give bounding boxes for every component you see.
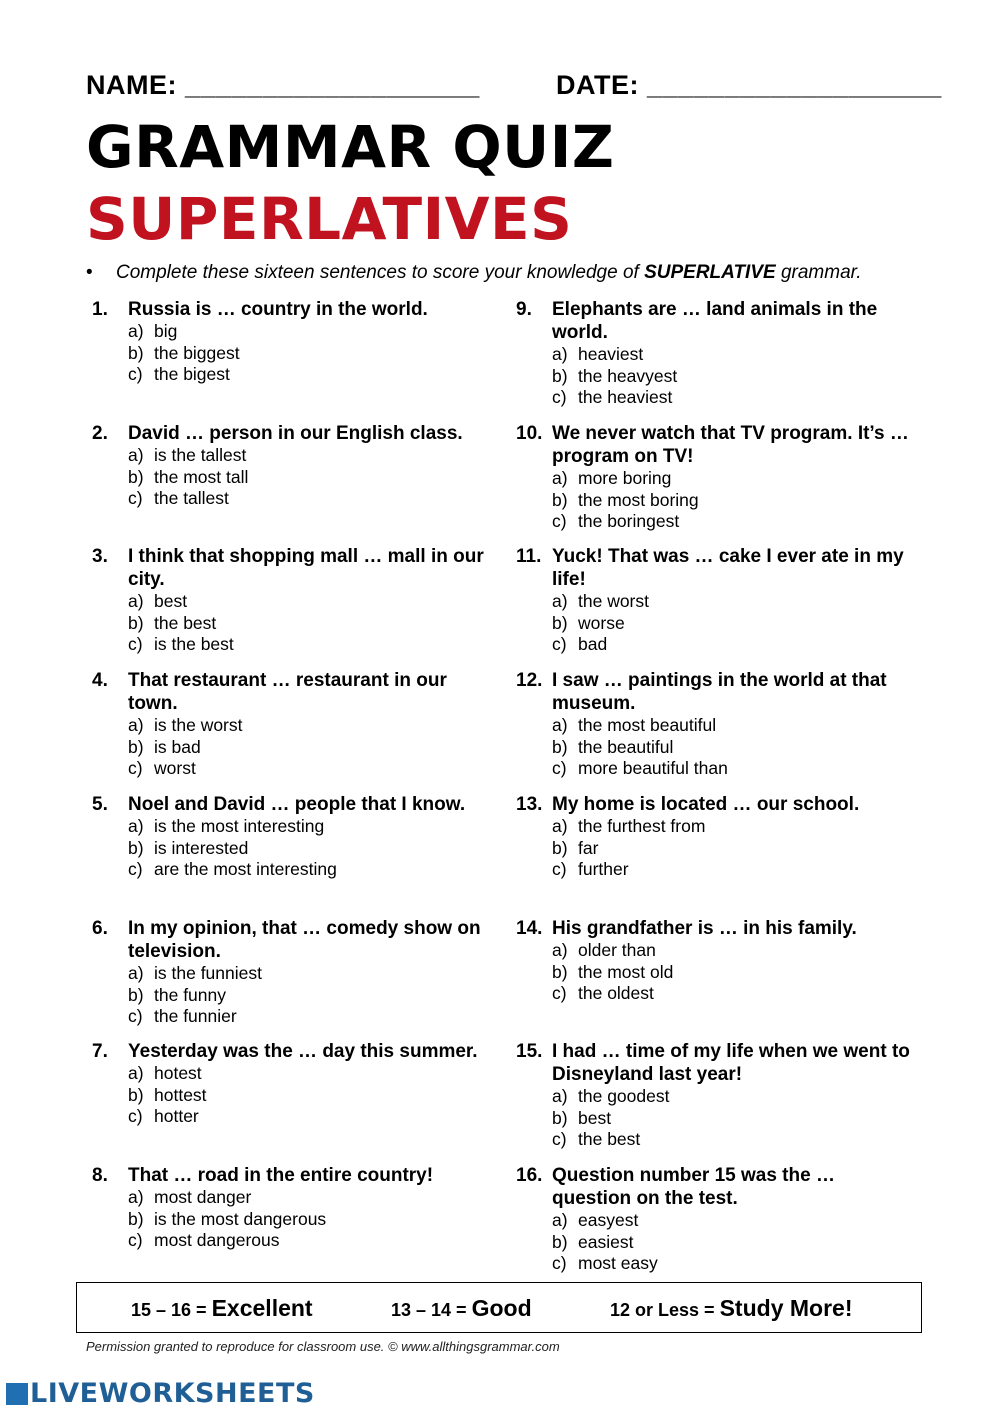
option-letter: c) <box>128 1230 143 1250</box>
answer-option[interactable] <box>128 737 486 759</box>
question-text: I had … time of my life when we went to Disneyland last year! <box>552 1041 910 1085</box>
option-letter: b) <box>552 837 568 858</box>
answer-option[interactable] <box>552 737 910 759</box>
answer-option[interactable] <box>552 468 910 490</box>
option-text: the goodest <box>578 1086 670 1106</box>
option-letter: c) <box>128 758 143 778</box>
option-text: most danger <box>154 1187 252 1207</box>
question-number: 16. <box>516 1165 543 1186</box>
answer-option[interactable] <box>128 445 486 467</box>
question-number: 5. <box>92 794 108 815</box>
option-list <box>128 1187 486 1252</box>
answer-option[interactable] <box>128 321 486 343</box>
question-14 <box>510 917 910 1005</box>
answer-option[interactable] <box>128 838 486 860</box>
option-text: the heaviest <box>578 387 673 407</box>
score-study-more <box>610 1295 852 1322</box>
question-text: I saw … paintings in the world at that museum. <box>552 670 887 714</box>
answer-option[interactable] <box>128 816 486 838</box>
option-letter: a) <box>552 1210 568 1230</box>
page-title: GRAMMAR QUIZ <box>86 113 615 181</box>
answer-option[interactable] <box>128 1085 486 1107</box>
option-list <box>552 1086 910 1151</box>
answer-option[interactable] <box>128 963 486 985</box>
option-text: the most beautiful <box>578 715 717 735</box>
question-number: 8. <box>92 1165 108 1186</box>
option-list <box>552 591 910 656</box>
option-text: the oldest <box>578 983 654 1003</box>
option-list <box>552 715 910 780</box>
question-number: 10. <box>516 423 543 444</box>
option-text: further <box>578 859 629 879</box>
option-letter: a) <box>552 940 568 960</box>
answer-option[interactable] <box>552 983 910 1005</box>
option-letter: c) <box>552 1253 567 1273</box>
option-text: hottest <box>154 1084 207 1105</box>
question-number: 2. <box>92 423 108 444</box>
option-list <box>128 321 486 386</box>
option-text: the biggest <box>154 342 240 363</box>
option-text: the best <box>154 612 217 633</box>
question-text: Yuck! That was … cake I ever ate in my life! <box>552 546 904 590</box>
option-letter: b) <box>552 961 568 982</box>
question-12 <box>510 669 910 780</box>
answer-option[interactable] <box>552 1129 910 1151</box>
option-letter: a) <box>552 468 568 488</box>
option-letter: a) <box>128 715 144 735</box>
option-letter: c) <box>552 983 567 1003</box>
option-text: the bigest <box>154 364 230 384</box>
answer-option[interactable] <box>128 859 486 881</box>
option-letter: a) <box>128 445 144 465</box>
score-range: 12 or Less = <box>610 1300 715 1320</box>
option-text: the beautiful <box>578 736 674 757</box>
option-text: is bad <box>154 736 201 757</box>
question-2 <box>86 422 486 510</box>
option-text: most dangerous <box>154 1230 280 1250</box>
option-text: are the most interesting <box>154 859 337 879</box>
option-letter: c) <box>128 364 143 384</box>
question-number: 9. <box>516 299 532 320</box>
option-list <box>552 1210 910 1275</box>
answer-option[interactable] <box>552 838 910 860</box>
answer-option[interactable] <box>552 962 910 984</box>
option-text: is the worst <box>154 715 243 735</box>
option-text: is interested <box>154 837 249 858</box>
option-list <box>128 816 486 881</box>
question-number: 6. <box>92 918 108 939</box>
instruction-emphasis: SUPERLATIVE <box>644 262 776 283</box>
answer-option[interactable] <box>128 1187 486 1209</box>
option-letter: a) <box>552 715 568 735</box>
option-letter: c) <box>552 758 567 778</box>
question-number: 7. <box>92 1041 108 1062</box>
answer-option[interactable] <box>552 613 910 635</box>
question-11 <box>510 545 910 656</box>
question-text: In my opinion, that … comedy show on television. <box>128 918 481 962</box>
answer-option[interactable] <box>128 1006 486 1028</box>
option-text: the heavyest <box>578 365 678 386</box>
answer-option[interactable] <box>128 1063 486 1085</box>
question-text: Elephants are … land animals in the world. <box>552 299 878 343</box>
question-text: My home is located … our school. <box>552 794 860 815</box>
option-text: is the most dangerous <box>154 1208 327 1229</box>
answer-option[interactable] <box>552 634 910 656</box>
date-field-label: DATE: ___________________ <box>556 70 942 100</box>
option-text: bad <box>578 634 608 654</box>
option-text: the tallest <box>154 488 229 508</box>
option-text: worse <box>578 612 625 633</box>
option-text: the funny <box>154 984 226 1005</box>
option-list <box>552 468 910 533</box>
question-text: Yesterday was the … day this summer. <box>128 1041 478 1062</box>
liveworksheets-brand[interactable] <box>6 1378 315 1409</box>
answer-option[interactable] <box>552 1086 910 1108</box>
answer-option[interactable] <box>552 344 910 366</box>
answer-option[interactable] <box>552 1108 910 1130</box>
question-number: 14. <box>516 918 543 939</box>
question-number: 4. <box>92 670 108 691</box>
answer-option[interactable] <box>552 1253 910 1275</box>
score-label: Study More! <box>719 1295 853 1321</box>
option-letter: b) <box>552 365 568 386</box>
question-number: 13. <box>516 794 543 815</box>
option-text: easiest <box>578 1231 634 1252</box>
option-text: the most boring <box>578 489 699 510</box>
option-text: the most tall <box>154 466 249 487</box>
question-5 <box>86 793 486 881</box>
answer-option[interactable] <box>552 859 910 881</box>
option-letter: b) <box>552 1231 568 1252</box>
question-text: Russia is … country in the world. <box>128 299 428 320</box>
option-text: more beautiful than <box>578 758 728 778</box>
option-text: far <box>578 837 599 858</box>
answer-option[interactable] <box>128 467 486 489</box>
option-text: the furthest from <box>578 816 706 836</box>
answer-option[interactable] <box>128 488 486 510</box>
question-9 <box>510 298 910 409</box>
option-list <box>128 1063 486 1128</box>
instruction-suffix: grammar. <box>775 262 862 283</box>
question-number: 11. <box>516 546 542 567</box>
copyright-footer: Permission granted to reproduce for classroom use. © www.allthingsgrammar.com <box>86 1339 560 1354</box>
question-number: 15. <box>516 1041 543 1062</box>
option-letter: c) <box>552 1129 567 1149</box>
option-list <box>128 715 486 780</box>
answer-option[interactable] <box>128 715 486 737</box>
option-letter: b) <box>552 1107 568 1128</box>
liveworksheets-logo-icon <box>6 1383 28 1405</box>
answer-option[interactable] <box>128 613 486 635</box>
question-text: That restaurant … restaurant in our town. <box>128 670 447 714</box>
score-good <box>391 1295 532 1322</box>
option-text: older than <box>578 940 656 960</box>
answer-option[interactable] <box>552 366 910 388</box>
answer-option[interactable] <box>128 634 486 656</box>
option-text: big <box>154 321 178 341</box>
question-7 <box>86 1040 486 1128</box>
option-text: is the tallest <box>154 445 247 465</box>
question-text: His grandfather is … in his family. <box>552 918 857 939</box>
instructions <box>86 262 862 284</box>
option-letter: a) <box>128 963 144 983</box>
instruction-prefix: Complete these sixteen sentences to score your knowledge of <box>116 262 645 283</box>
option-letter: b) <box>128 342 144 363</box>
option-text: heaviest <box>578 344 644 364</box>
question-13 <box>510 793 910 881</box>
option-list <box>552 816 910 881</box>
question-6 <box>86 917 486 1028</box>
answer-option[interactable] <box>128 591 486 613</box>
option-list <box>552 344 910 409</box>
question-text: Noel and David … people that I know. <box>128 794 466 815</box>
answer-option[interactable] <box>128 1209 486 1231</box>
brand-name: LIVEWORKSHEETS <box>30 1378 315 1409</box>
option-text: the worst <box>578 591 649 611</box>
answer-option[interactable] <box>128 343 486 365</box>
option-letter: a) <box>552 344 568 364</box>
answer-option[interactable] <box>128 1106 486 1128</box>
option-list <box>128 445 486 510</box>
score-range: 15 – 16 = <box>131 1300 207 1320</box>
option-text: more boring <box>578 468 672 488</box>
question-text: That … road in the entire country! <box>128 1165 434 1186</box>
option-text: the best <box>578 1129 641 1149</box>
option-letter: a) <box>552 816 568 836</box>
option-letter: c) <box>128 859 143 879</box>
option-text: the most old <box>578 961 674 982</box>
answer-option[interactable] <box>128 758 486 780</box>
question-text: Question number 15 was the … question on the test. <box>552 1165 835 1209</box>
question-text: We never watch that TV program. It’s … program on TV! <box>552 423 909 467</box>
question-4 <box>86 669 486 780</box>
answer-option[interactable] <box>552 758 910 780</box>
option-text: best <box>578 1107 612 1128</box>
answer-option[interactable] <box>552 816 910 838</box>
option-text: easyest <box>578 1210 639 1230</box>
option-letter: c) <box>128 634 143 654</box>
question-3 <box>86 545 486 656</box>
option-letter: a) <box>128 591 144 611</box>
option-letter: b) <box>128 612 144 633</box>
answer-option[interactable] <box>128 364 486 386</box>
option-letter: b) <box>128 736 144 757</box>
answer-option[interactable] <box>128 1230 486 1252</box>
option-letter: a) <box>128 1063 144 1083</box>
option-letter: a) <box>128 816 144 836</box>
answer-option[interactable] <box>552 940 910 962</box>
answer-option[interactable] <box>552 511 910 533</box>
name-field-label: NAME: ___________________ <box>86 70 480 100</box>
option-text: the boringest <box>578 511 680 531</box>
option-letter: c) <box>552 859 567 879</box>
option-text: is the most interesting <box>154 816 325 836</box>
score-range: 13 – 14 = <box>391 1300 467 1320</box>
page-subtitle: SUPERLATIVES <box>86 185 573 253</box>
score-label: Excellent <box>211 1295 313 1321</box>
option-letter: c) <box>552 511 567 531</box>
scoring-box <box>76 1282 922 1333</box>
question-number: 3. <box>92 546 108 567</box>
answer-option[interactable] <box>128 985 486 1007</box>
bullet-icon: • <box>86 262 93 283</box>
option-text: best <box>154 591 188 611</box>
answer-option[interactable] <box>552 490 910 512</box>
score-excellent <box>131 1295 313 1322</box>
question-1 <box>86 298 486 386</box>
option-list <box>552 940 910 1005</box>
answer-option[interactable] <box>552 1232 910 1254</box>
question-number: 12. <box>516 670 543 691</box>
question-10 <box>510 422 910 533</box>
option-letter: b) <box>552 612 568 633</box>
question-15 <box>510 1040 910 1151</box>
option-letter: a) <box>552 1086 568 1106</box>
option-letter: a) <box>128 321 144 341</box>
question-text: I think that shopping mall … mall in our city. <box>128 546 484 590</box>
option-letter: c) <box>128 488 143 508</box>
option-letter: b) <box>552 489 568 510</box>
option-letter: c) <box>128 1106 143 1126</box>
option-list <box>128 591 486 656</box>
answer-option[interactable] <box>552 591 910 613</box>
option-letter: b) <box>552 736 568 757</box>
score-label: Good <box>471 1295 532 1321</box>
answer-option[interactable] <box>552 1210 910 1232</box>
option-text: worst <box>154 758 196 778</box>
option-text: is the best <box>154 634 234 654</box>
option-letter: b) <box>128 837 144 858</box>
option-text: hotter <box>154 1106 199 1126</box>
option-letter: c) <box>552 387 567 407</box>
option-letter: b) <box>128 1208 144 1229</box>
option-letter: b) <box>128 984 144 1005</box>
answer-option[interactable] <box>552 387 910 409</box>
option-letter: b) <box>128 1084 144 1105</box>
question-16 <box>510 1164 910 1275</box>
option-letter: a) <box>128 1187 144 1207</box>
option-letter: c) <box>128 1006 143 1026</box>
option-text: the funnier <box>154 1006 237 1026</box>
option-list <box>128 963 486 1028</box>
option-text: most easy <box>578 1253 658 1273</box>
option-text: hotest <box>154 1063 202 1083</box>
question-8 <box>86 1164 486 1252</box>
question-text: David … person in our English class. <box>128 423 463 444</box>
option-letter: a) <box>552 591 568 611</box>
answer-option[interactable] <box>552 715 910 737</box>
question-number: 1. <box>92 299 108 320</box>
option-letter: b) <box>128 466 144 487</box>
option-letter: c) <box>552 634 567 654</box>
option-text: is the funniest <box>154 963 262 983</box>
